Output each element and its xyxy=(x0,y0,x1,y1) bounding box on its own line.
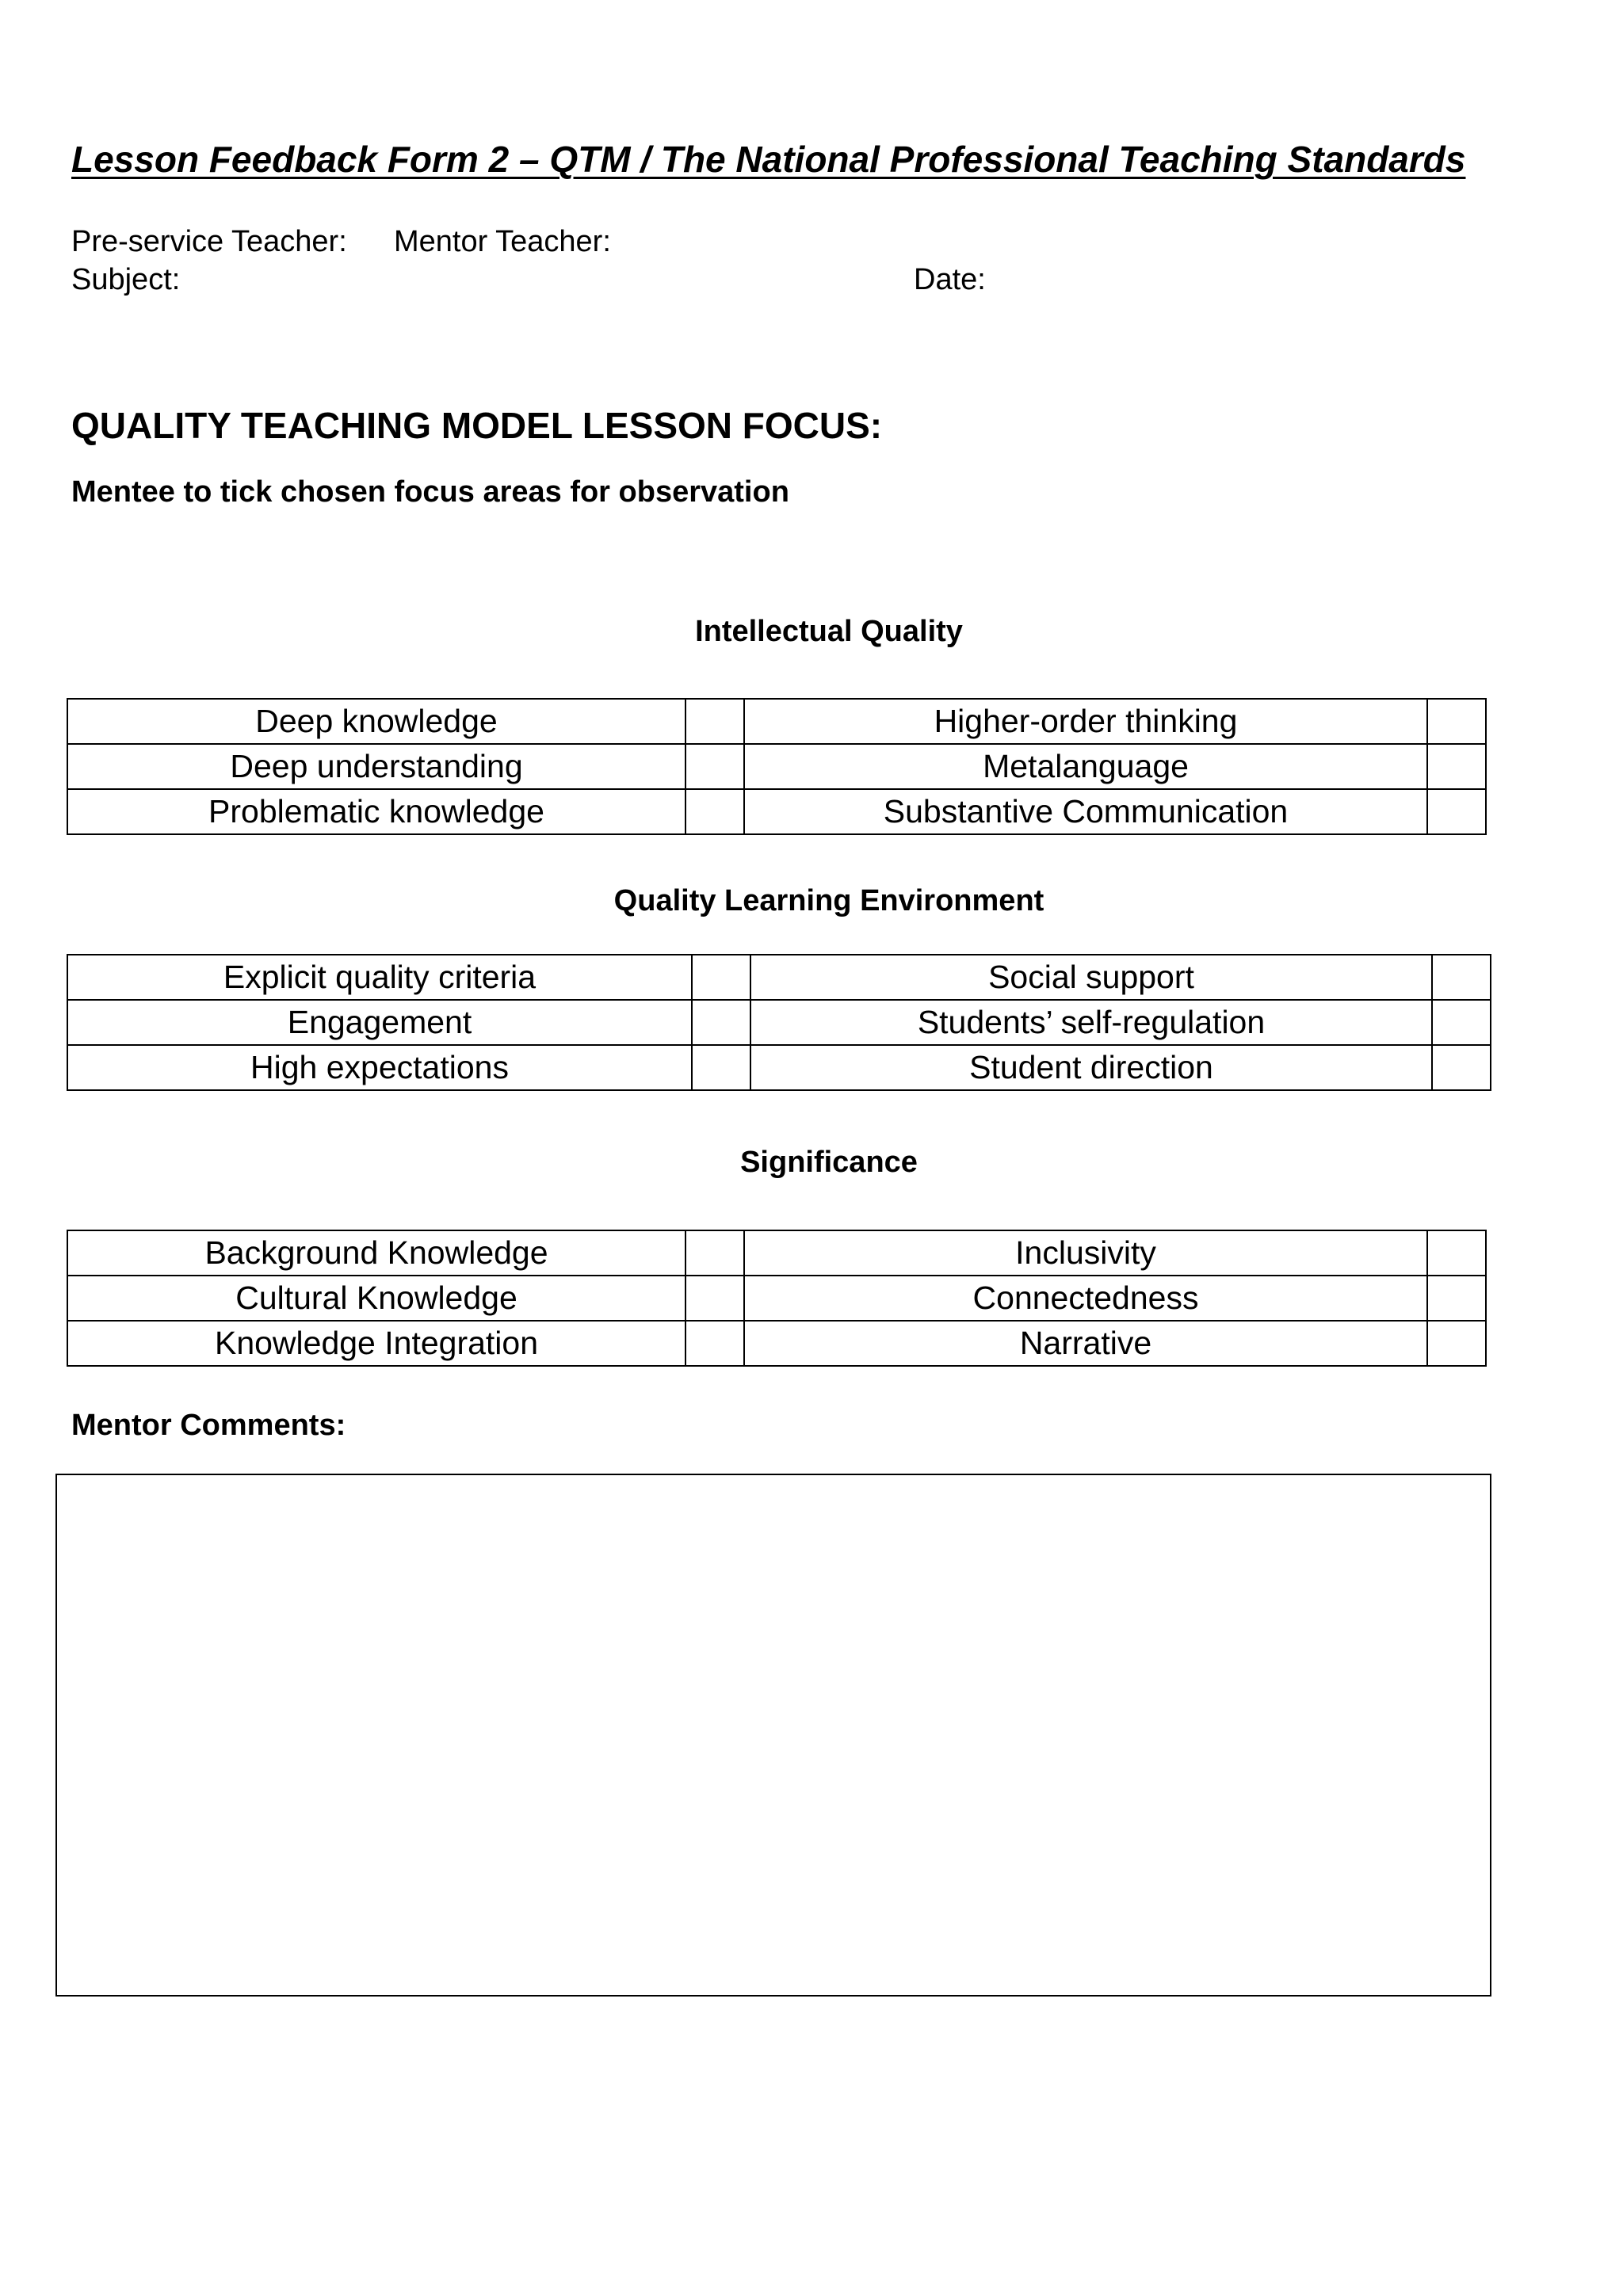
focus-instruction: Mentee to tick chosen focus areas for observation xyxy=(71,475,789,509)
table-row xyxy=(67,1045,1491,1090)
tick-box[interactable] xyxy=(1427,789,1486,834)
tick-box[interactable] xyxy=(1427,699,1486,744)
tick-box[interactable] xyxy=(685,1276,744,1321)
tick-box[interactable] xyxy=(1427,1321,1486,1366)
focus-area-label: Social support xyxy=(750,955,1432,1000)
tick-box[interactable] xyxy=(685,744,744,789)
group-title-significance: Significance xyxy=(740,1146,918,1179)
table-row xyxy=(67,1321,1486,1366)
tick-box[interactable] xyxy=(685,1321,744,1366)
tick-box[interactable] xyxy=(1427,1276,1486,1321)
mentor-comments-box[interactable] xyxy=(55,1474,1491,1997)
focus-area-label: High expectations xyxy=(67,1045,692,1090)
focus-area-label: Higher-order thinking xyxy=(744,699,1427,744)
tick-box[interactable] xyxy=(692,1045,750,1090)
subject-label: Subject: xyxy=(71,263,181,296)
focus-area-label: Narrative xyxy=(744,1321,1427,1366)
group-title-quality-learning-environment: Quality Learning Environment xyxy=(613,884,1044,917)
focus-area-label: Students’ self-regulation xyxy=(750,1000,1432,1045)
focus-area-label: Connectedness xyxy=(744,1276,1427,1321)
focus-area-label: Problematic knowledge xyxy=(67,789,685,834)
table-row xyxy=(67,699,1486,744)
table-row xyxy=(67,1000,1491,1045)
date-label: Date: xyxy=(914,263,986,296)
tick-box[interactable] xyxy=(1432,955,1491,1000)
table-row xyxy=(67,1276,1486,1321)
focus-area-label: Inclusivity xyxy=(744,1230,1427,1276)
tick-box[interactable] xyxy=(1432,1000,1491,1045)
lesson-focus-heading: QUALITY TEACHING MODEL LESSON FOCUS: xyxy=(71,405,883,446)
focus-area-label: Knowledge Integration xyxy=(67,1321,685,1366)
quality-learning-environment-table xyxy=(67,954,1491,1091)
group-title-intellectual-quality: Intellectual Quality xyxy=(695,615,963,648)
mentor-teacher-label: Mentor Teacher: xyxy=(394,225,611,258)
table-row xyxy=(67,955,1491,1000)
tick-box[interactable] xyxy=(692,955,750,1000)
focus-area-label: Cultural Knowledge xyxy=(67,1276,685,1321)
focus-area-label: Deep knowledge xyxy=(67,699,685,744)
focus-area-label: Substantive Communication xyxy=(744,789,1427,834)
focus-area-label: Engagement xyxy=(67,1000,692,1045)
significance-table xyxy=(67,1230,1487,1367)
table-row xyxy=(67,744,1486,789)
focus-area-label: Explicit quality criteria xyxy=(67,955,692,1000)
table-row xyxy=(67,789,1486,834)
tick-box[interactable] xyxy=(685,789,744,834)
tick-box[interactable] xyxy=(1427,1230,1486,1276)
focus-area-label: Deep understanding xyxy=(67,744,685,789)
intellectual-quality-table xyxy=(67,698,1487,835)
tick-box[interactable] xyxy=(685,699,744,744)
preservice-teacher-label: Pre-service Teacher: xyxy=(71,225,347,258)
focus-area-label: Student direction xyxy=(750,1045,1432,1090)
mentor-comments-label: Mentor Comments: xyxy=(71,1409,346,1442)
tick-box[interactable] xyxy=(1432,1045,1491,1090)
tick-box[interactable] xyxy=(692,1000,750,1045)
focus-area-label: Metalanguage xyxy=(744,744,1427,789)
focus-area-label: Background Knowledge xyxy=(67,1230,685,1276)
table-row xyxy=(67,1230,1486,1276)
document-title: Lesson Feedback Form 2 – QTM / The National Professional Teaching Standards xyxy=(71,139,1466,180)
tick-box[interactable] xyxy=(685,1230,744,1276)
tick-box[interactable] xyxy=(1427,744,1486,789)
